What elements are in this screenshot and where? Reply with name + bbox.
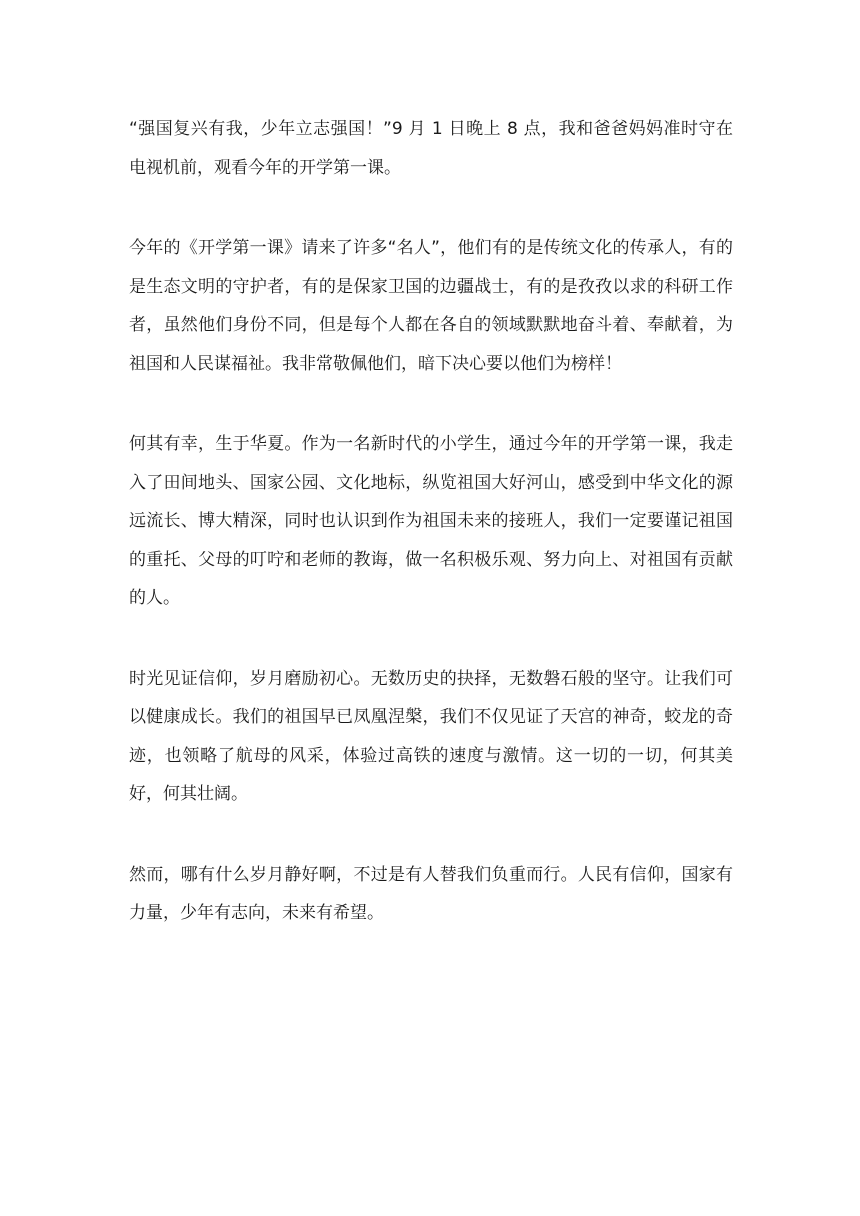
- essay-body: [129, 110, 733, 933]
- paragraph-1: “强国复兴有我，少年立志强国！”9 月 1 日晚上 8 点，我和爸爸妈妈准时守在电视机前，观看今年的开学第一课。: [129, 119, 733, 178]
- paragraph-5: 然而，哪有什么岁月静好啊，不过是有人替我们负重而行。人民有信仰，国家有力量，少年有志向，未来有希望。: [129, 864, 733, 923]
- paragraph-4: 时光见证信仰，岁月磨励初心。无数历史的抉择，无数磐石般的坚守。让我们可以健康成长。我们的祖国早已凤凰涅槃，我们不仅见证了天宫的神奇，蛟龙的奇迹，也领略了航母的风采，体验过高铁的速度与激情。这一切的一切，何其美好，何其壮阔。: [129, 668, 733, 804]
- paragraph-2: 今年的《开学第一课》请来了许多“名人”，他们有的是传统文化的传承人，有的是生态文明的守护者，有的是保家卫国的边疆战士，有的是孜孜以求的科研工作者，虽然他们身份不同，但是每个人都在各自的领域默默地奋斗着、奉献着，为祖国和人民谋福祉。我非常敬佩他们，暗下决心要以他们为榜样！: [129, 238, 733, 374]
- paragraph-3: 何其有幸，生于华夏。作为一名新时代的小学生，通过今年的开学第一课，我走入了田间地头、国家公园、文化地标，纵览祖国大好河山，感受到中华文化的源远流长、博大精深，同时也认识到作为祖国未来的接班人，我们一定要谨记祖国的重托、父母的叮咛和老师的教诲，做一名积极乐观、努力向上、对祖国有贡献的人。: [129, 434, 733, 608]
